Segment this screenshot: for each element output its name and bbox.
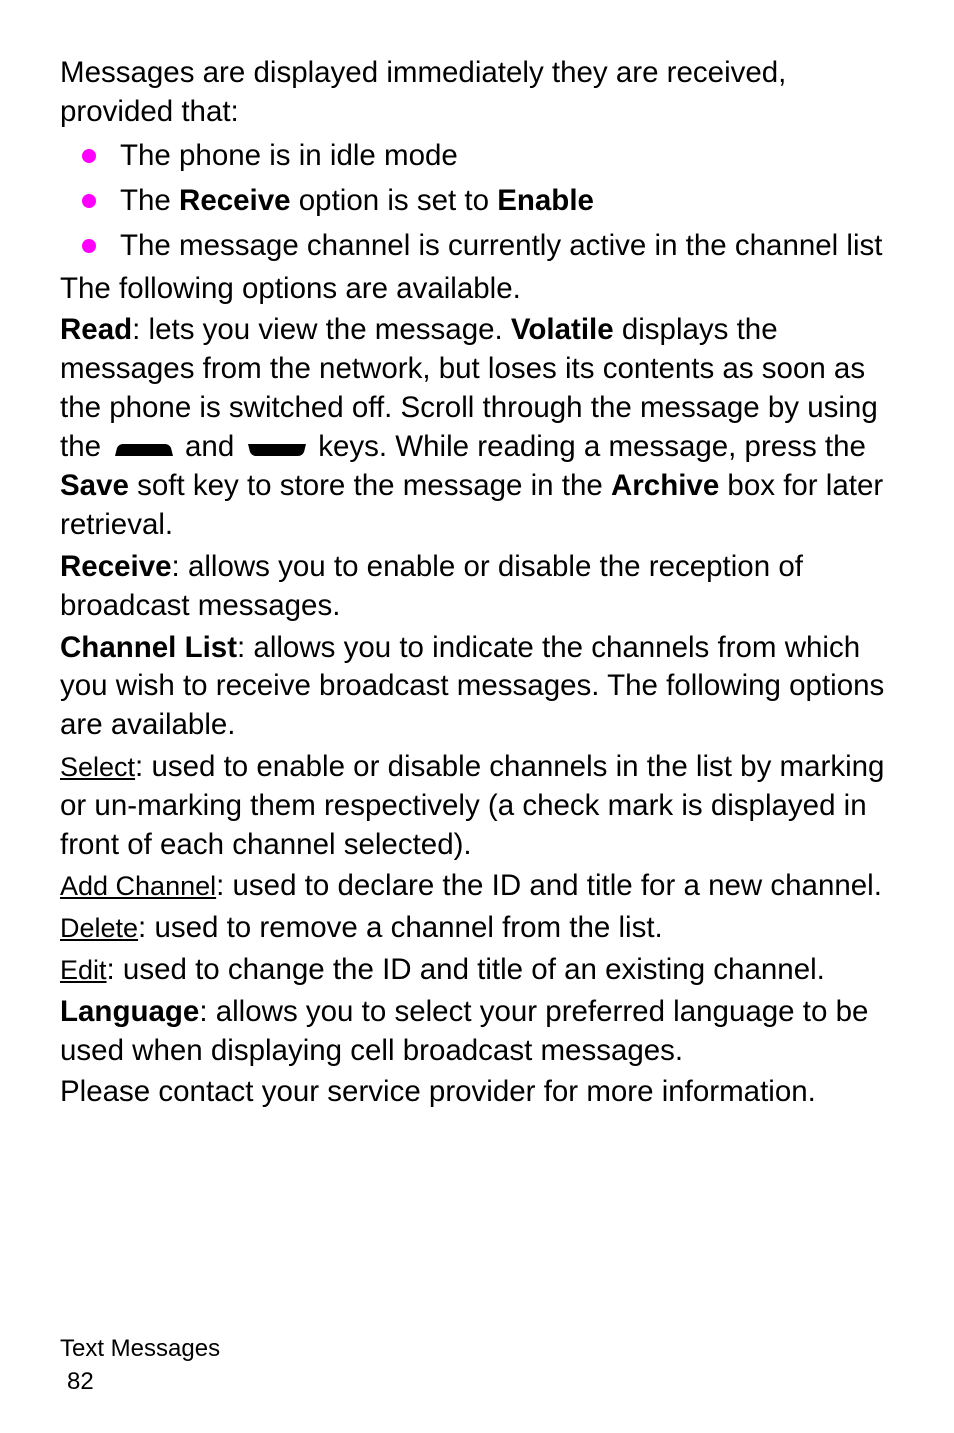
language-term: Language: [60, 994, 200, 1028]
bullet-icon: [82, 149, 96, 163]
list-item: [60, 180, 900, 221]
archive-term: Archive: [611, 469, 720, 503]
language-paragraph: Language: allows you to select your preferred language to be used when displaying cell broadcast messages.: [60, 994, 869, 1067]
footer-section-title: Text Messages: [60, 1335, 221, 1362]
page-footer: [60, 1332, 220, 1398]
receive-option-term: Receive: [60, 549, 172, 583]
edit-paragraph: Edit: used to change the ID and title of an existing channel.: [60, 952, 825, 986]
select-term: Select: [60, 751, 136, 782]
intro-text: Messages are displayed immediately they are received, provided that:: [60, 56, 787, 128]
read-paragraph: Read: lets you view the message. Volatile displays the messages from the network, but loses its contents as soon as the phone is switched off. Scroll through the message by using the and keys. While reading a message, press the Save soft key to store the message in the Archive box for later retrieval.: [60, 313, 884, 542]
add-channel-paragraph: Add Channel: used to declare the ID and title for a new channel.: [60, 869, 882, 903]
page-number: 82: [67, 1368, 94, 1395]
list-item-text: The: [120, 183, 180, 217]
list-item-text: The phone is in idle mode: [120, 138, 458, 172]
receive-paragraph: Receive: allows you to enable or disable the reception of broadcast messages.: [60, 549, 803, 622]
receive-term: Receive: [179, 183, 291, 217]
options-intro: The following options are available.: [60, 271, 521, 305]
enable-term: Enable: [497, 183, 594, 217]
edit-term: Edit: [60, 954, 107, 985]
delete-paragraph: Delete: used to remove a channel from the list.: [60, 911, 663, 945]
channel-list-term: Channel List: [60, 630, 238, 664]
channel-list-paragraph: Channel List: allows you to indicate the channels from which you wish to receive broadcast messages. The following options are available.: [60, 630, 885, 742]
delete-term: Delete: [60, 913, 139, 944]
bullet-icon: [82, 194, 96, 208]
save-term: Save: [60, 469, 129, 503]
read-term: Read: [60, 313, 133, 347]
list-item: [60, 135, 900, 176]
add-channel-term: Add Channel: [60, 871, 217, 902]
page-content: [60, 54, 900, 1115]
list-item: [60, 225, 900, 266]
down-key-icon: [248, 429, 306, 468]
up-key-icon: [115, 429, 173, 468]
list-item-text: option is set to: [290, 183, 498, 217]
intro-paragraph: [60, 54, 900, 132]
bullet-icon: [82, 239, 96, 253]
closing-paragraph: Please contact your service provider for more information.: [60, 1075, 816, 1109]
condition-list: [60, 135, 900, 266]
select-paragraph: Select: used to enable or disable channels in the list by marking or un-marking them respectively (a check mark is displayed in front of each channel selected).: [60, 749, 885, 861]
list-item-text: The message channel is currently active in the channel list: [120, 228, 883, 262]
volatile-term: Volatile: [510, 313, 614, 347]
